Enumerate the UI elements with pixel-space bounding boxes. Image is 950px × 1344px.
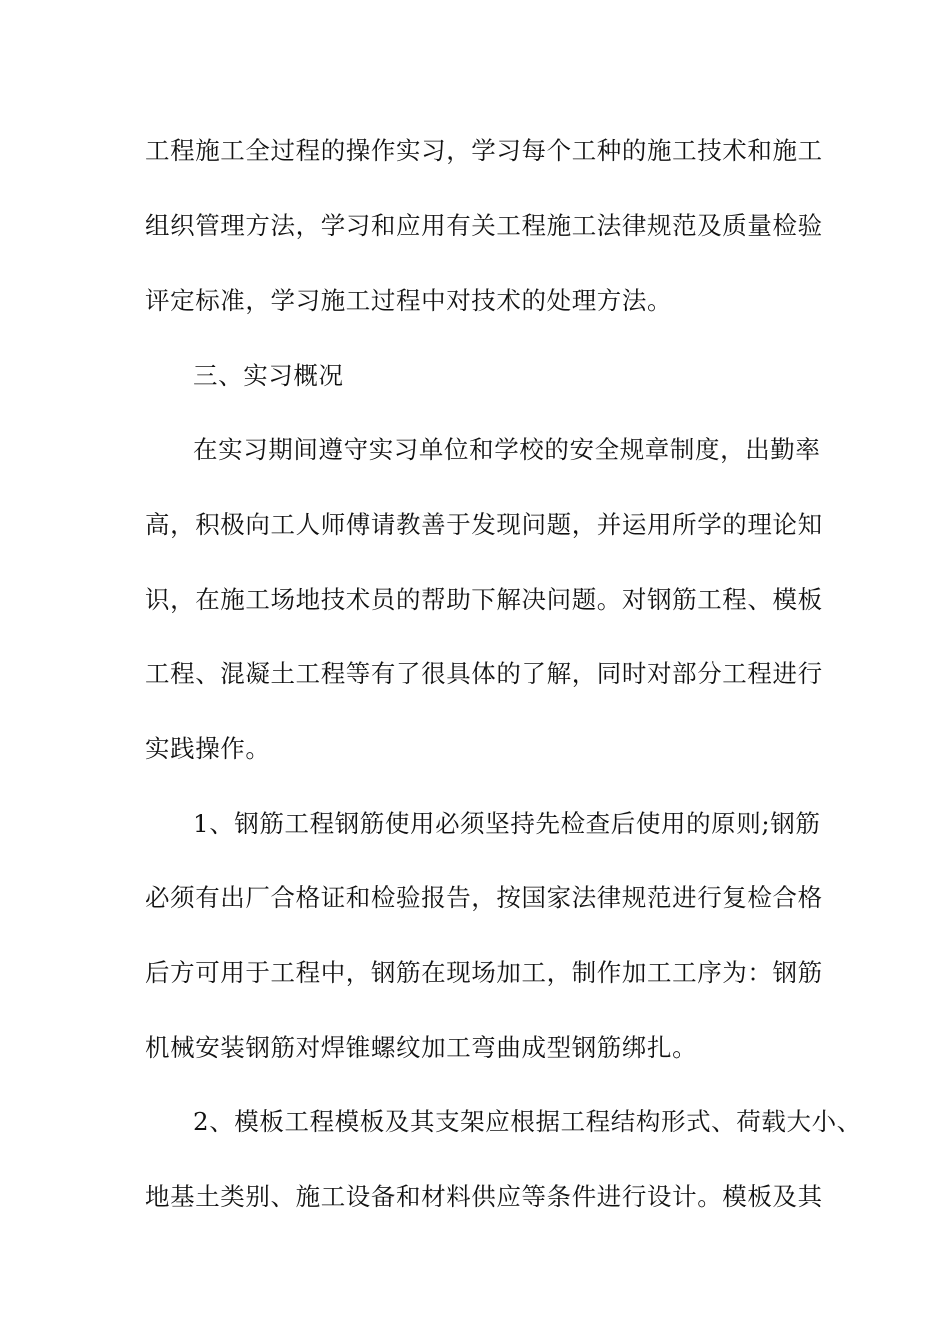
text-line: 评定标准，学习施工过程中对技术的处理方法。 [145,286,673,315]
text-line: 机械安装钢筋对焊锥螺纹加工弯曲成型钢筋绑扎。 [145,1033,698,1062]
section-heading: 三、实习概况 [193,361,344,390]
text-line: 工程施工全过程的操作实习，学习每个工种的施工技术和施工 [145,136,823,165]
text-line: 在实习期间遵守实习单位和学校的安全规章制度，出勤率 [193,435,821,464]
text-line: 高，积极向工人师傅请教善于发现问题，并运用所学的理论知 [145,510,823,539]
text-line: 实践操作。 [145,734,271,763]
text-line: 识，在施工场地技术员的帮助下解决问题。对钢筋工程、模板 [145,585,823,614]
text-line: 工程、混凝土工程等有了很具体的了解，同时对部分工程进行 [145,659,823,688]
text-line: 1、钢筋工程钢筋使用必须坚持先检查后使用的原则;钢筋 [193,809,821,838]
text-line: 2、模板工程模板及其支架应根据工程结构形式、荷载大小、 [193,1107,862,1136]
text-line: 必须有出厂合格证和检验报告，按国家法律规范进行复检合格 [145,883,823,912]
text-line: 组织管理方法，学习和应用有关工程施工法律规范及质量检验 [145,211,823,240]
text-line: 后方可用于工程中，钢筋在现场加工，制作加工工序为：钢筋 [145,958,823,987]
text-line: 地基土类别、施工设备和材料供应等条件进行设计。模板及其 [145,1182,823,1211]
